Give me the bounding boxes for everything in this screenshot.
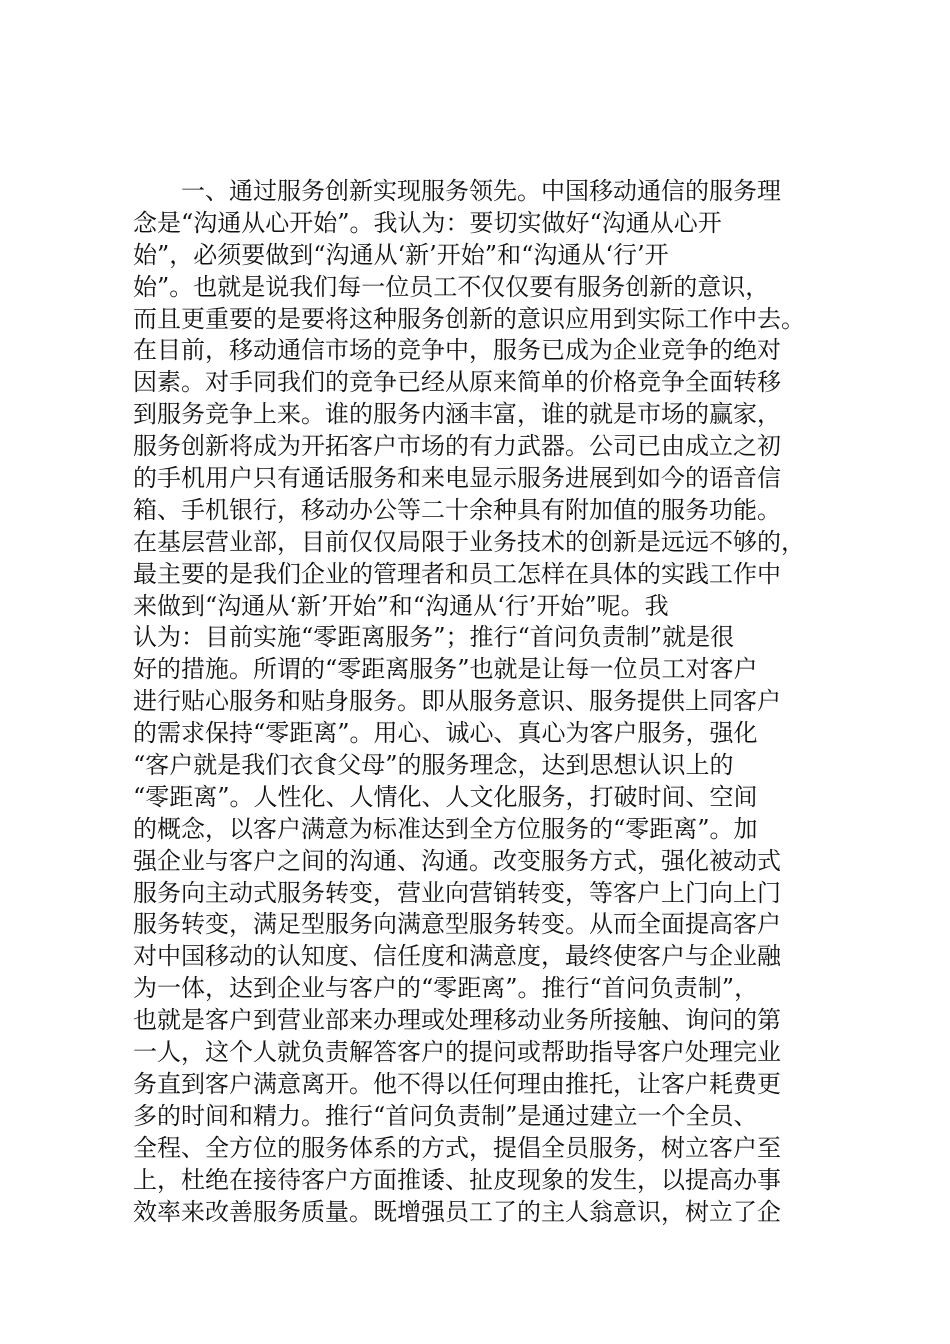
paragraph-line: 服务创新将成为开拓客户市场的有力武器。公司已由成立之初 — [133, 432, 781, 461]
paragraph-line: 最主要的是我们企业的管理者和员工怎样在具体的实践工作中 — [133, 559, 781, 588]
paragraph-line: 务直到客户满意离开。他不得以任何理由推托，让客户耗费更 — [133, 1069, 781, 1098]
paragraph-line: 的概念，以客户满意为标准达到全方位服务的“零距离”。加 — [133, 814, 758, 843]
paragraph-line: 的手机用户只有通话服务和来电显示服务进展到如今的语音信 — [133, 464, 781, 493]
body-paragraph — [133, 176, 835, 1228]
paragraph-line: “客户就是我们衣食父母”的服务理念，达到思想认识上的 — [133, 751, 734, 780]
paragraph-line: 全程、全方位的服务体系的方式，提倡全员服务，树立客户至 — [133, 1133, 781, 1162]
paragraph-line: 好的措施。所谓的“零距离服务”也就是让每一位员工对客户 — [133, 655, 758, 684]
paragraph-line: 上，杜绝在接待客户方面推诿、扯皮现象的发生，以提高办事 — [133, 1165, 781, 1194]
paragraph-line: 的需求保持“零距离”。用心、诚心、真心为客户服务，强化 — [133, 719, 758, 748]
paragraph-line: “零距离”。人性化、人情化、人文化服务，打破时间、空间 — [133, 782, 758, 811]
paragraph-line: 服务转变，满足型服务向满意型服务转变。从而全面提高客户 — [133, 910, 781, 939]
paragraph-line: 始”，必须要做到“沟通从‘新’开始”和“沟通从‘行’开 — [133, 240, 669, 269]
paragraph-line: 为一体，达到企业与客户的“零距离”。推行“首问负责制”， — [133, 974, 759, 1003]
paragraph-line: 始”。也就是说我们每一位员工不仅仅要有服务创新的意识， — [133, 272, 770, 301]
paragraph-line: 也就是客户到营业部来办理或处理移动业务所接触、询问的第 — [133, 1006, 781, 1035]
paragraph-line: 到服务竞争上来。谁的服务内涵丰富，谁的就是市场的赢家， — [133, 400, 781, 429]
paragraph-line: 来做到“沟通从‘新’开始”和“沟通从‘行’开始”呢。我 — [133, 591, 669, 620]
paragraph-line: 认为：目前实施“零距离服务”；推行“首问负责制”就是很 — [133, 623, 735, 652]
paragraph-line: 对中国移动的认知度、信任度和满意度，最终使客户与企业融 — [133, 942, 781, 971]
paragraph-line: 在目前，移动通信市场的竞争中，服务已成为企业竞争的绝对 — [133, 336, 781, 365]
paragraph-line: 在基层营业部，目前仅仅局限于业务技术的创新是远远不够的， — [133, 527, 805, 556]
paragraph-line: 服务向主动式服务转变，营业向营销转变，等客户上门向上门 — [133, 878, 781, 907]
paragraph-line: 进行贴心服务和贴身服务。即从服务意识、服务提供上同客户 — [133, 687, 781, 716]
paragraph-line: 箱、手机银行，移动办公等二十余种具有附加值的服务功能。 — [133, 495, 781, 524]
paragraph-line: 而且更重要的是要将这种服务创新的意识应用到实际工作中去。 — [133, 304, 805, 333]
paragraph-line: 强企业与客户之间的沟通、沟通。改变服务方式，强化被动式 — [133, 846, 781, 875]
paragraph-line: 效率来改善服务质量。既增强员工了的主人翁意识，树立了企 — [133, 1197, 781, 1226]
paragraph-line: 一、通过服务创新实现服务领先。中国移动通信的服务理 — [181, 177, 781, 205]
paragraph-line: 念是“沟通从心开始”。我认为：要切实做好“沟通从心开 — [133, 208, 722, 237]
paragraph-line: 因素。对手同我们的竞争已经从原来简单的价格竞争全面转移 — [133, 368, 781, 397]
paragraph-line: 一人，这个人就负责解答客户的提问或帮助指导客户处理完业 — [133, 1038, 781, 1067]
paragraph-line: 多的时间和精力。推行“首问负责制”是通过建立一个全员、 — [133, 1101, 758, 1130]
